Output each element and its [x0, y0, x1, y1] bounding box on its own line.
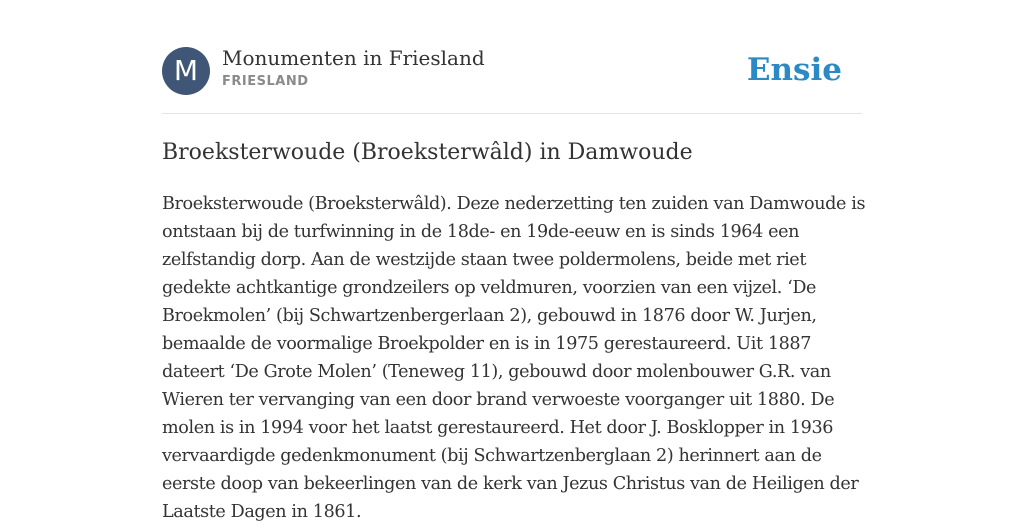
site-header [162, 46, 862, 96]
article-body-line: Wieren ter vervanging van een door brand verwoeste voorganger uit 1880. De [162, 390, 835, 410]
article-body-line: gedekte achtkantige grondzeilers op veldmuren, voorzien van een vijzel. ‘De [162, 278, 817, 298]
article-body-line: zelfstandig dorp. Aan de westzijde staan twee poldermolens, beide met riet [162, 250, 806, 270]
ensie-logo-link[interactable]: Ensie [746, 52, 842, 88]
article-body-line: molen is in 1994 voor het laatst gerestaureerd. Het door J. Bosklopper in 1936 [162, 418, 834, 438]
site-avatar[interactable]: M [162, 47, 210, 95]
site-category-label: FRIESLAND [222, 74, 309, 89]
header-divider [162, 113, 862, 114]
site-name-link[interactable]: Monumenten in Friesland [222, 46, 485, 70]
article-body-line: Laatste Dagen in 1861. [162, 502, 362, 522]
article-body-line: dateert ‘De Grote Molen’ (Teneweg 11), gebouwd door molenbouwer G.R. van [162, 362, 831, 382]
page [162, 0, 866, 522]
article-body-line: Broekmolen’ (bij Schwartzenbergerlaan 2), gebouwd in 1876 door W. Jurjen, [162, 306, 817, 326]
article-body [162, 190, 866, 526]
article-body-line: bemaalde de voormalige Broekpolder en is in 1975 gerestaureerd. Uit 1887 [162, 334, 811, 354]
article-body-line: Broeksterwoude (Broeksterwâld). Deze nederzetting ten zuiden van Damwoude is [162, 194, 866, 214]
article-body-line: ontstaan bij de turfwinning in de 18de- en 19de-eeuw en is sinds 1964 een [162, 222, 800, 242]
article-body-line: eerste doop van bekeerlingen van de kerk van Jezus Christus van de Heiligen der [162, 474, 859, 494]
article-title: Broeksterwoude (Broeksterwâld) in Damwoude [162, 140, 693, 165]
article-body-line: vervaardigde gedenkmonument (bij Schwartzenberglaan 2) herinnert aan de [162, 446, 822, 466]
